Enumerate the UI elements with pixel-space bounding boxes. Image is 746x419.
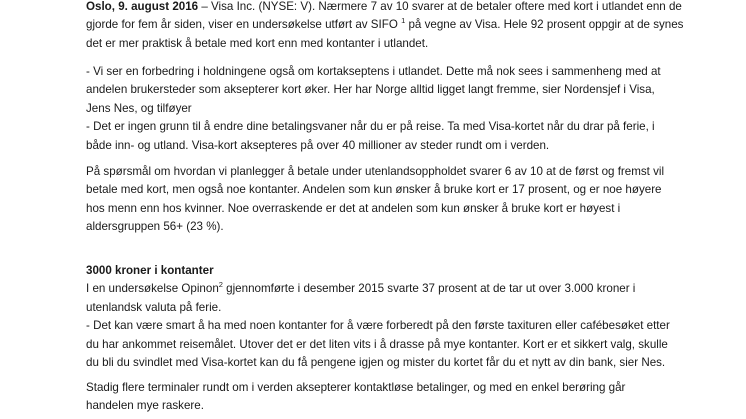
survey-paragraph bbox=[86, 163, 686, 237]
quote1-line: - Vi ser en forbedring i holdningene også om kortakseptens i utlandet. Dette må nok sees i sammenheng med at bbox=[86, 65, 661, 78]
intro-line-2: gjorde for fem år siden, viser en undersøkelse utført av SIFO $^1$ på vegne av Visa. Hele 92 prosent oppgir at de synes bbox=[86, 16, 684, 32]
quote-paragraph-1 bbox=[86, 63, 686, 155]
survey-line: På spørsmål om hvordan vi planlegger å betale under utenlandsoppholdet svarer 6 av 10 at de først og fremst vil bbox=[86, 165, 665, 178]
contactless-line: Stadig flere terminaler rundt om i verden aksepterer kontaktløse betalinger, og med en enkel berøring går bbox=[86, 381, 626, 394]
section-line-1: I en undersøkelse Opinon$^2$ gjennomførte i desember 2015 svarte 37 prosent at de tar ut over 3.000 kroner i bbox=[86, 280, 636, 296]
intro-paragraph bbox=[86, 0, 686, 53]
footnote-ref-1: 1 bbox=[401, 16, 406, 26]
contactless-paragraph bbox=[86, 379, 686, 416]
dateline: Oslo, 9. august 2016 bbox=[86, 0, 199, 13]
section-line: du bli du svindlet med Visa-kortet kan du få pengene igjen og mister du kortet får du et nytt av din bank, sier Nes. bbox=[86, 356, 666, 370]
section-line: du har ankommet reisemålet. Utover det er det liten vits i å drasse på mye kontanter. Kort er et sikkert valg, skulle bbox=[86, 337, 668, 351]
quote1-line: - Det er ingen grunn til å endre dine betalingsvaner når du er på reise. Ta med Visa-kortet når du drar på ferie, i bbox=[86, 120, 655, 134]
cash-section bbox=[86, 262, 686, 372]
survey-line: aldersgruppen 56+ (23 %). bbox=[86, 220, 224, 234]
section-line: - Det kan være smart å ha med noen kontanter for å være forberedt på den første taxituren eller cafébesøket etter bbox=[86, 319, 670, 333]
contactless-line: handelen mye raskere. bbox=[86, 399, 204, 413]
quote1-line: både inn- og utland. Visa-kort aksepteres på over 40 millioner av steder rundt om i verden. bbox=[86, 138, 550, 152]
intro-line-1: Oslo, 9. august 2016 – Visa Inc. (NYSE: V). Nærmere 7 av 10 svarer at de betaler oftere med kort i utlandet enn de bbox=[86, 0, 682, 13]
intro-line-3: det er mer praktisk å betale med kort enn med kontanter i utlandet. bbox=[86, 36, 429, 50]
quote1-line: Jens Nes, og tilføyer bbox=[86, 101, 192, 115]
quote1-line: andelen brukersteder som aksepterer kort øker. Her har Norge alltid ligget langt fremme, sier Nordensjef i Visa, bbox=[86, 83, 655, 97]
section-heading: 3000 kroner i kontanter bbox=[86, 264, 214, 277]
survey-line: betale med kort, men også noe kontanter. Andelen som kun ønsker å bruke kort er 17 prosent, og er noe høyere bbox=[86, 183, 662, 197]
section-line: utenlandsk valuta på ferie. bbox=[86, 300, 222, 314]
survey-line: hos menn enn hos kvinner. Noe overraskende er det at andelen som kun ønsker å bruke kort er høyest i bbox=[86, 201, 621, 215]
footnote-ref-2: 2 bbox=[218, 280, 223, 290]
